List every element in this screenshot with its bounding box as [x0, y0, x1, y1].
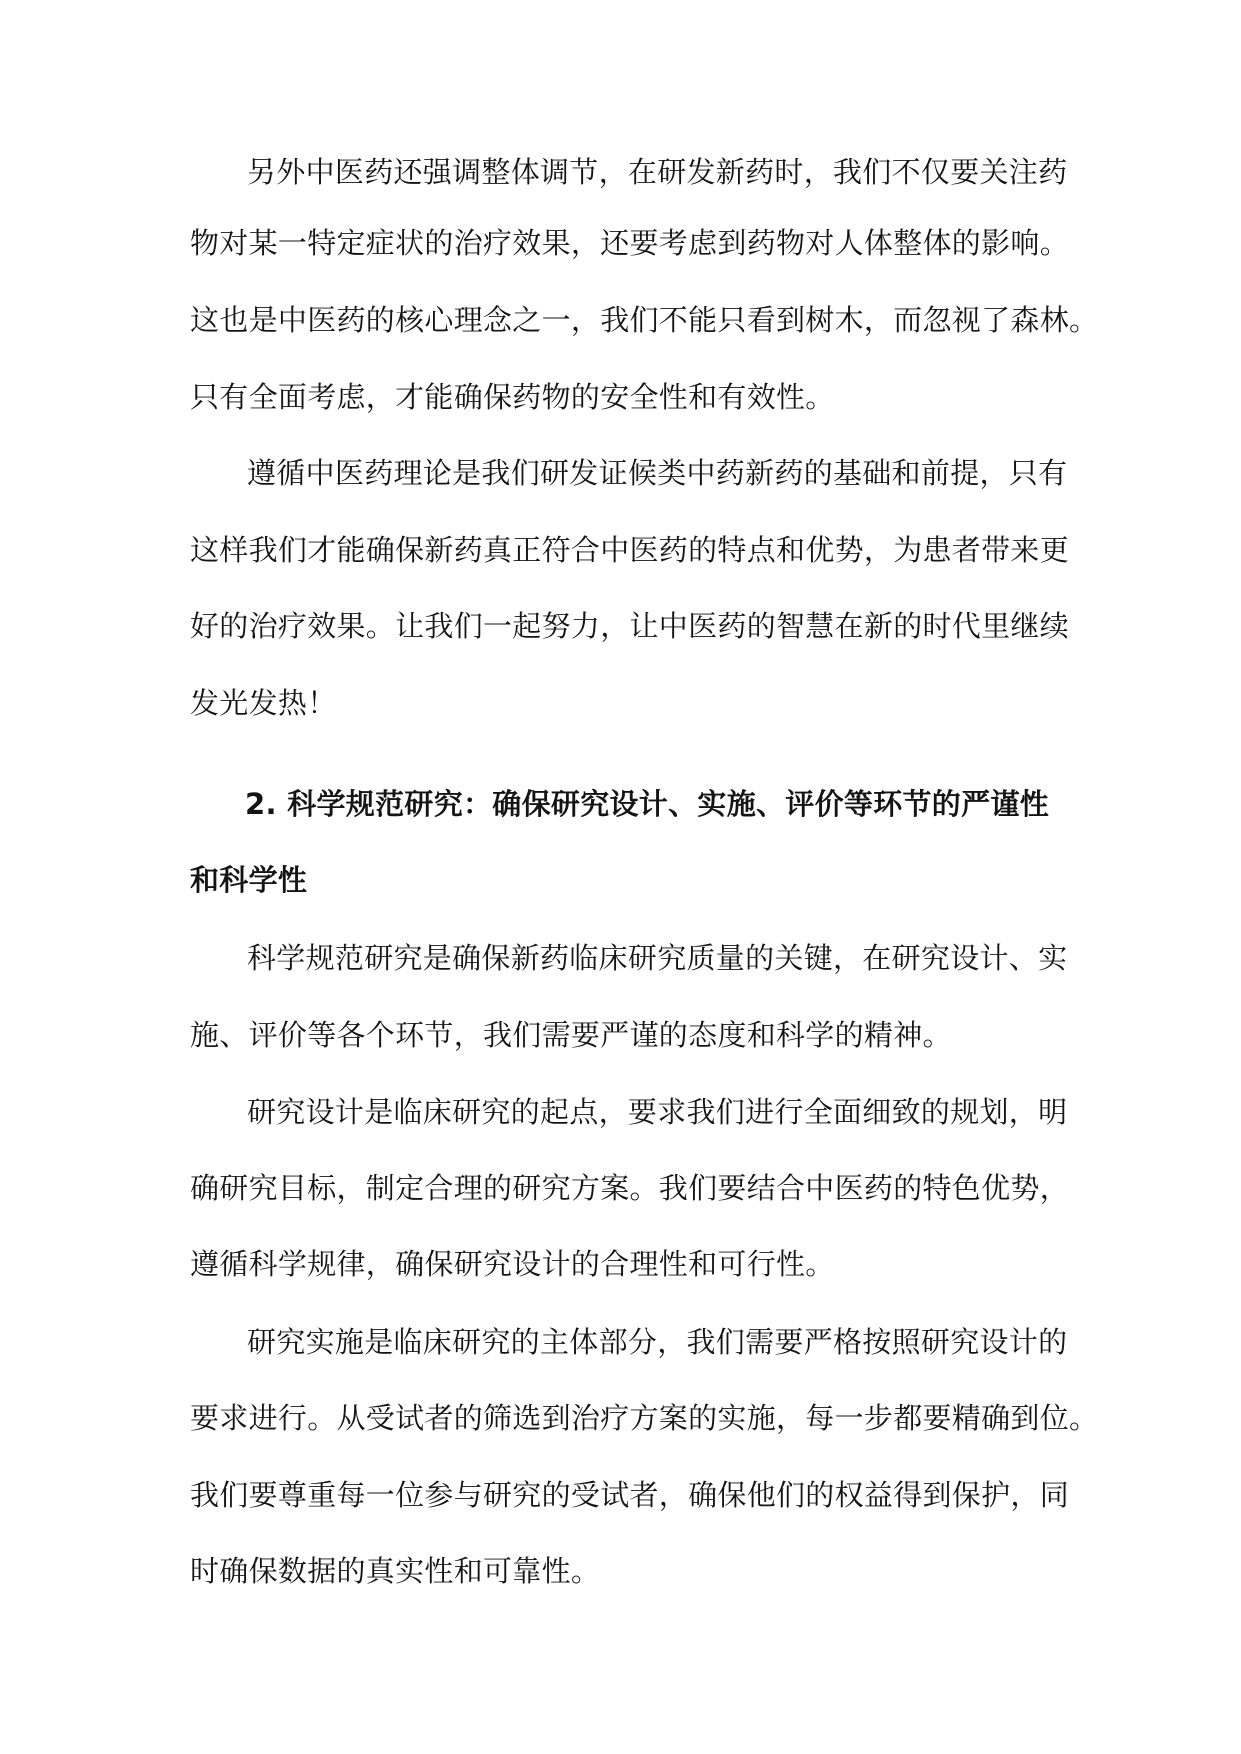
- section-heading: 2. 科学规范研究：确保研究设计、实施、评价等环节的严谨性: [245, 787, 1049, 821]
- paragraph-line: 好的治疗效果。让我们一起努力，让中医药的智慧在新的时代里继续: [190, 609, 1070, 643]
- paragraph-line: 研究设计是临床研究的起点，要求我们进行全面细致的规划，明: [247, 1095, 1068, 1129]
- paragraph-line: 确研究目标，制定合理的研究方案。我们要结合中医药的特色优势，: [190, 1171, 1070, 1205]
- paragraph-line: 遵循中医药理论是我们研发证候类中药新药的基础和前提，只有: [247, 456, 1068, 490]
- paragraph-line: 发光发热！: [190, 686, 337, 720]
- paragraph-line: 物对某一特定症状的治疗效果，还要考虑到药物对人体整体的影响。: [190, 226, 1070, 260]
- paragraph-line: 遵循科学规律，确保研究设计的合理性和可行性。: [190, 1247, 835, 1281]
- paragraph-line: 只有全面考虑，才能确保药物的安全性和有效性。: [190, 380, 835, 414]
- paragraph-line: 要求进行。从受试者的筛选到治疗方案的实施，每一步都要精确到位。: [190, 1401, 1099, 1435]
- paragraph-line: 这样我们才能确保新药真正符合中医药的特点和优势，为患者带来更: [190, 533, 1070, 567]
- paragraph-line: 这也是中医药的核心理念之一，我们不能只看到树木，而忽视了森林。: [190, 303, 1099, 337]
- section-heading: 和科学性: [190, 863, 308, 897]
- paragraph-line: 我们要尊重每一位参与研究的受试者，确保他们的权益得到保护，同: [190, 1478, 1070, 1512]
- paragraph-line: 研究实施是临床研究的主体部分，我们需要严格按照研究设计的: [247, 1325, 1068, 1359]
- paragraph-line: 科学规范研究是确保新药临床研究质量的关键，在研究设计、实: [247, 941, 1068, 975]
- paragraph-line: 施、评价等各个环节，我们需要严谨的态度和科学的精神。: [190, 1018, 952, 1052]
- paragraph-line: 另外中医药还强调整体调节，在研发新药时，我们不仅要关注药: [247, 155, 1068, 189]
- paragraph-line: 时确保数据的真实性和可靠性。: [190, 1554, 601, 1588]
